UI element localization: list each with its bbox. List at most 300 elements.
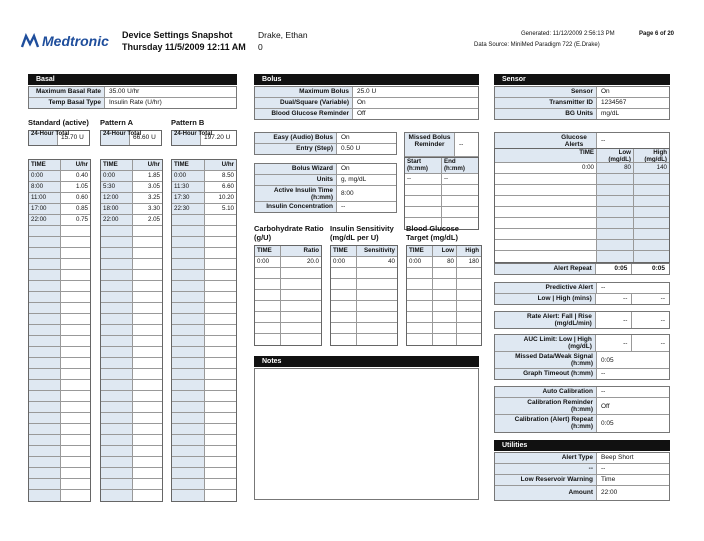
table-row xyxy=(405,174,478,185)
utilities-settings: Alert Type Beep Short -- -- Low Reservoir Warning Time Amount 22:00 xyxy=(494,452,670,501)
table-cell xyxy=(205,303,236,313)
table-cell xyxy=(101,380,133,390)
bolus-section-header: Bolus xyxy=(254,74,479,85)
table-cell xyxy=(133,391,162,401)
table-row xyxy=(407,279,481,290)
table-row xyxy=(407,290,481,301)
table-cell xyxy=(172,248,205,258)
table-header-cell: Start (h:mm) xyxy=(405,158,442,173)
table-cell xyxy=(133,336,162,346)
table-cell xyxy=(29,325,61,335)
table-row xyxy=(29,479,90,490)
table-row xyxy=(172,446,236,457)
max-basal-label: Maximum Basal Rate xyxy=(29,87,105,97)
table-cell xyxy=(61,457,90,467)
table-cell xyxy=(133,259,162,269)
missed-bolus-reminder: Missed Bolus Reminder -- xyxy=(404,132,479,158)
table-row xyxy=(101,369,162,380)
table-row xyxy=(172,314,236,325)
table-row xyxy=(29,171,90,182)
table-cell: 22:00 xyxy=(101,215,133,225)
table-cell xyxy=(407,290,433,300)
table-cell xyxy=(172,270,205,280)
glucose-alerts-header: Glucose Alerts -- xyxy=(494,132,670,149)
table-cell xyxy=(205,369,236,379)
table-row xyxy=(172,215,236,226)
table-header-cell: TIME xyxy=(172,160,205,170)
table-cell xyxy=(61,424,90,434)
table-cell xyxy=(172,446,205,456)
table-cell xyxy=(255,301,281,311)
table-row xyxy=(172,457,236,468)
table-cell xyxy=(101,314,133,324)
table-header-cell: TIME xyxy=(255,246,281,256)
table-cell xyxy=(255,290,281,300)
table-row xyxy=(172,325,236,336)
table-row xyxy=(101,281,162,292)
table-cell xyxy=(205,424,236,434)
table-row xyxy=(29,336,90,347)
table-cell xyxy=(172,479,205,489)
table-cell xyxy=(101,237,133,247)
table-row xyxy=(101,490,162,501)
table-cell xyxy=(101,292,133,302)
table-cell xyxy=(133,446,162,456)
page-number: Page 6 of 20 xyxy=(639,31,675,37)
table-cell xyxy=(405,207,442,217)
table-cell xyxy=(29,259,61,269)
bolus-settings-1: Maximum Bolus 25.0 U Dual/Square (Variable) On Blood Glucose Reminder Off xyxy=(254,86,479,120)
table-header-cell: Low (mg/dL) xyxy=(597,149,634,162)
table-row xyxy=(331,290,397,301)
table-cell: 0:00 xyxy=(495,163,597,173)
table-cell xyxy=(331,301,357,311)
table-cell xyxy=(133,248,162,258)
table-cell xyxy=(433,290,457,300)
table-row xyxy=(331,268,397,279)
table-row xyxy=(495,207,669,218)
table-cell xyxy=(255,279,281,289)
table-row xyxy=(331,312,397,323)
table-cell xyxy=(29,402,61,412)
table-cell xyxy=(357,268,397,278)
table-cell xyxy=(133,490,162,501)
table-row xyxy=(101,413,162,424)
table-cell xyxy=(61,446,90,456)
table-row xyxy=(29,402,90,413)
table-row xyxy=(172,435,236,446)
table-row xyxy=(101,248,162,259)
table-cell xyxy=(61,325,90,335)
table-cell xyxy=(495,218,597,228)
table-cell xyxy=(172,490,205,501)
table-cell xyxy=(133,292,162,302)
table-cell: -- xyxy=(405,174,442,184)
table-cell xyxy=(205,391,236,401)
table-cell xyxy=(133,457,162,467)
table-row xyxy=(101,391,162,402)
table-row xyxy=(172,347,236,358)
table-cell xyxy=(133,325,162,335)
table-row xyxy=(29,369,90,380)
table-cell xyxy=(634,174,669,184)
table-header-cell: U/hr xyxy=(205,160,236,170)
table-cell xyxy=(29,435,61,445)
table-cell xyxy=(133,237,162,247)
table-row xyxy=(29,248,90,259)
table-cell xyxy=(172,391,205,401)
table-cell xyxy=(597,207,634,217)
table-cell: 180 xyxy=(468,258,479,265)
table-cell xyxy=(172,380,205,390)
table-cell xyxy=(29,314,61,324)
table-row xyxy=(29,182,90,193)
table-cell: 80 xyxy=(597,163,634,173)
table-cell xyxy=(29,226,61,236)
table-cell xyxy=(281,334,321,345)
table-row xyxy=(172,303,236,314)
table-cell xyxy=(205,336,236,346)
table-cell xyxy=(101,435,133,445)
table-cell: 0.75 xyxy=(75,216,88,223)
table-row xyxy=(101,468,162,479)
table-cell xyxy=(61,336,90,346)
table-cell xyxy=(29,336,61,346)
table-row xyxy=(172,479,236,490)
table-cell xyxy=(61,237,90,247)
table-cell xyxy=(433,301,457,311)
table-cell xyxy=(133,358,162,368)
table-cell xyxy=(61,468,90,478)
table-row xyxy=(101,237,162,248)
table-row xyxy=(101,193,162,204)
table-header-cell: TIME xyxy=(29,160,61,170)
table-cell xyxy=(597,229,634,239)
table-cell xyxy=(172,292,205,302)
table-cell xyxy=(255,268,281,278)
table-header-row xyxy=(172,160,236,171)
table-cell xyxy=(29,479,61,489)
table-cell xyxy=(101,446,133,456)
table-row xyxy=(255,290,321,301)
table-cell xyxy=(281,290,321,300)
table-row xyxy=(29,446,90,457)
max-basal-value: 35.00 U/hr xyxy=(109,88,140,95)
alert-repeat: Alert Repeat 0:05 0:05 xyxy=(494,263,670,275)
table-cell: 18:00 xyxy=(101,204,133,214)
table-cell xyxy=(101,259,133,269)
table-row xyxy=(101,215,162,226)
table-cell: 17:00 xyxy=(29,204,61,214)
predictive-alert: Predictive Alert -- Low | High (mins) -- -- xyxy=(494,282,670,305)
table-header-cell: Ratio xyxy=(281,246,321,256)
table-cell xyxy=(29,303,61,313)
table-cell xyxy=(205,215,236,225)
table-cell xyxy=(172,435,205,445)
table-row xyxy=(101,182,162,193)
table-row xyxy=(407,257,481,268)
basal-settings xyxy=(28,86,237,109)
table-row xyxy=(101,270,162,281)
table-row xyxy=(101,446,162,457)
table-cell xyxy=(172,369,205,379)
table-cell xyxy=(495,174,597,184)
table-row xyxy=(172,270,236,281)
table-row xyxy=(101,479,162,490)
table-cell xyxy=(331,312,357,322)
table-row xyxy=(29,292,90,303)
table-header-cell: Sensitivity xyxy=(357,246,397,256)
table-cell xyxy=(29,391,61,401)
table-cell: 20.0 xyxy=(306,258,319,265)
brand-logo xyxy=(20,33,109,49)
table-row xyxy=(407,334,481,345)
table-cell xyxy=(101,270,133,280)
table-cell xyxy=(255,334,281,345)
table-cell: 22:00 xyxy=(29,215,61,225)
table-row xyxy=(331,301,397,312)
patient-name: Drake, Ethan xyxy=(258,30,308,40)
table-cell xyxy=(172,468,205,478)
table-row xyxy=(29,413,90,424)
table-cell xyxy=(172,215,205,225)
table-cell xyxy=(281,301,321,311)
table-cell xyxy=(133,380,162,390)
table-cell xyxy=(205,435,236,445)
table-row xyxy=(255,268,321,279)
table-row xyxy=(29,424,90,435)
table-cell xyxy=(442,196,478,206)
table-cell xyxy=(101,325,133,335)
table-row xyxy=(407,268,481,279)
table-cell: 17:30 xyxy=(172,193,205,203)
table-row xyxy=(101,325,162,336)
report-title: Device Settings Snapshot xyxy=(122,30,233,40)
table-cell: 6.60 xyxy=(221,183,234,190)
table-row xyxy=(495,174,669,185)
table-cell xyxy=(255,312,281,322)
table-header-row xyxy=(495,149,669,163)
pattern-standard-name: Standard (active) xyxy=(28,118,89,127)
table-cell xyxy=(433,334,457,345)
table-row xyxy=(29,237,90,248)
temp-basal-value: Insulin Rate (U/hr) xyxy=(109,99,162,106)
table-row xyxy=(101,435,162,446)
table-cell xyxy=(29,380,61,390)
table-cell xyxy=(172,281,205,291)
table-cell xyxy=(101,490,133,501)
table-cell xyxy=(597,240,634,250)
table-row xyxy=(101,292,162,303)
table-row xyxy=(172,226,236,237)
table-cell xyxy=(172,226,205,236)
table-row xyxy=(331,257,397,268)
table-cell xyxy=(61,226,90,236)
table-row xyxy=(255,301,321,312)
table-row xyxy=(29,347,90,358)
table-cell xyxy=(29,292,61,302)
table-row xyxy=(495,240,669,251)
table-row xyxy=(101,402,162,413)
table-cell xyxy=(405,185,442,195)
table-cell xyxy=(172,259,205,269)
table-cell xyxy=(172,457,205,467)
table-cell xyxy=(101,468,133,478)
table-cell xyxy=(442,185,478,195)
table-cell xyxy=(61,435,90,445)
table-row xyxy=(172,358,236,369)
table-cell: 12:00 xyxy=(101,193,133,203)
table-row xyxy=(495,229,669,240)
table-header-row xyxy=(405,158,478,174)
table-cell: 0:00 xyxy=(172,171,205,181)
table-cell xyxy=(331,323,357,333)
table-cell: 0:00 xyxy=(101,171,133,181)
table-cell: 0.85 xyxy=(75,205,88,212)
table-row xyxy=(29,325,90,336)
table-cell xyxy=(61,358,90,368)
sensor-section-header: Sensor xyxy=(494,74,670,85)
table-cell xyxy=(61,292,90,302)
table-row xyxy=(407,312,481,323)
table-header-cell: TIME xyxy=(407,246,433,256)
table-row xyxy=(172,182,236,193)
table-row xyxy=(255,257,321,268)
table-cell xyxy=(407,323,433,333)
table-cell xyxy=(457,290,481,300)
pattern-a-name: Pattern A xyxy=(100,118,134,127)
table-cell xyxy=(281,312,321,322)
table-cell xyxy=(407,334,433,345)
table-cell xyxy=(101,358,133,368)
table-row xyxy=(172,292,236,303)
table-cell xyxy=(61,314,90,324)
table-row xyxy=(331,279,397,290)
table-cell xyxy=(172,413,205,423)
table-row xyxy=(29,215,90,226)
pattern-a-total: 24-Hour Total 66.60 U xyxy=(100,130,162,146)
table-header-row xyxy=(29,160,90,171)
table-cell xyxy=(133,413,162,423)
table-cell xyxy=(133,270,162,280)
table-cell xyxy=(407,268,433,278)
table-cell xyxy=(495,196,597,206)
table-row xyxy=(29,314,90,325)
table-cell xyxy=(101,248,133,258)
table-cell xyxy=(205,248,236,258)
table-row xyxy=(172,204,236,215)
table-cell: 2.05 xyxy=(147,216,160,223)
patient-id: 0 xyxy=(258,42,263,52)
table-cell xyxy=(205,490,236,501)
table-cell xyxy=(133,314,162,324)
table-cell xyxy=(205,358,236,368)
table-row xyxy=(407,323,481,334)
table-cell xyxy=(331,268,357,278)
table-row xyxy=(101,424,162,435)
temp-basal-label: Temp Basal Type xyxy=(29,98,105,108)
table-row xyxy=(29,435,90,446)
table-cell: 1.05 xyxy=(75,183,88,190)
table-row xyxy=(101,457,162,468)
table-row xyxy=(29,358,90,369)
table-row xyxy=(29,457,90,468)
sensor-settings: Sensor On Transmitter ID 1234567 BG Units mg/dL xyxy=(494,86,670,120)
table-cell xyxy=(133,468,162,478)
table-cell xyxy=(172,237,205,247)
table-cell xyxy=(61,413,90,423)
table-cell: 3.05 xyxy=(147,183,160,190)
table-row xyxy=(29,380,90,391)
table-row xyxy=(172,380,236,391)
table-cell: 8.50 xyxy=(221,172,234,179)
table-row xyxy=(495,185,669,196)
table-cell: 0:00 xyxy=(331,257,357,267)
table-cell: 140 xyxy=(634,163,669,173)
table-cell xyxy=(205,259,236,269)
table-cell xyxy=(29,270,61,280)
table-cell xyxy=(172,325,205,335)
table-cell xyxy=(634,207,669,217)
table-row xyxy=(405,196,478,207)
table-header-cell: TIME xyxy=(495,149,597,162)
table-cell xyxy=(407,279,433,289)
table-header-cell: U/hr xyxy=(133,160,162,170)
insulin-sensitivity-table xyxy=(330,245,398,346)
table-row xyxy=(172,248,236,259)
table-cell xyxy=(357,323,397,333)
table-row xyxy=(101,358,162,369)
table-cell xyxy=(133,424,162,434)
table-cell xyxy=(205,479,236,489)
table-cell xyxy=(331,290,357,300)
table-cell xyxy=(433,323,457,333)
calibration-settings: Auto Calibration -- Calibration Reminder (h:mm) Off Calibration (Alert) Repeat (h:mm) 0:05 xyxy=(494,386,670,433)
table-cell xyxy=(172,303,205,313)
table-cell xyxy=(29,446,61,456)
table-cell xyxy=(101,413,133,423)
table-row xyxy=(331,334,397,345)
table-cell: 0:00 xyxy=(255,257,281,267)
table-cell xyxy=(133,347,162,357)
table-cell xyxy=(101,479,133,489)
table-cell xyxy=(61,369,90,379)
table-cell xyxy=(133,303,162,313)
table-cell xyxy=(457,268,481,278)
missed-bolus-table xyxy=(404,157,479,230)
table-cell xyxy=(29,237,61,247)
table-cell xyxy=(495,207,597,217)
table-cell xyxy=(133,435,162,445)
table-header-cell: TIME xyxy=(101,160,133,170)
generated-timestamp: Generated: 11/12/2009 2:56:13 PM xyxy=(521,31,615,37)
table-cell xyxy=(634,185,669,195)
table-cell xyxy=(281,268,321,278)
table-row xyxy=(172,369,236,380)
table-cell xyxy=(29,248,61,258)
table-cell xyxy=(101,336,133,346)
table-cell xyxy=(61,479,90,489)
table-cell xyxy=(433,268,457,278)
table-cell xyxy=(357,301,397,311)
table-cell: 10.20 xyxy=(218,194,234,201)
table-cell xyxy=(597,251,634,262)
table-cell: 11:00 xyxy=(29,193,61,203)
table-cell xyxy=(61,391,90,401)
pattern-standard-table xyxy=(28,159,91,502)
table-cell xyxy=(205,281,236,291)
table-row xyxy=(101,259,162,270)
